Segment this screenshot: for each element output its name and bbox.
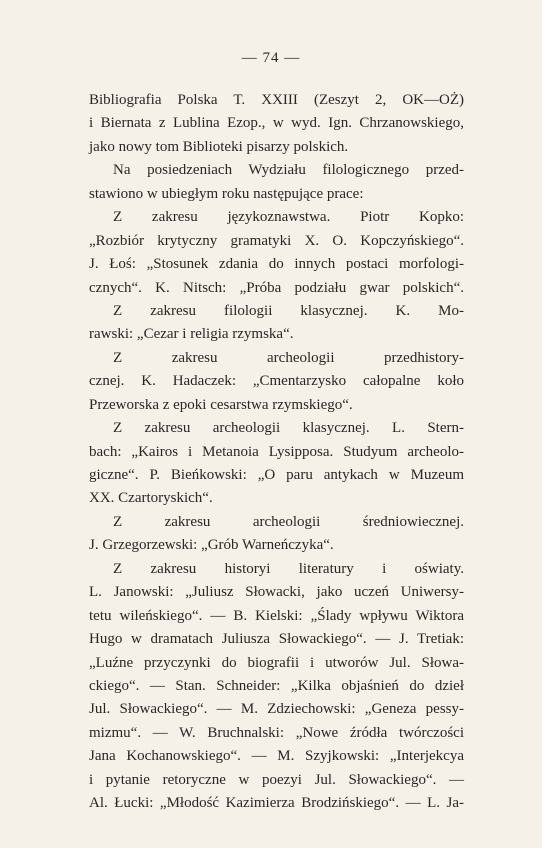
- body-text: [89, 89, 464, 816]
- text-line: i pytanie retoryczne w poezyi Jul. Słowackiego“. —: [89, 771, 464, 788]
- text-line: ckiego“. — Stan. Schneider: „Kilka objaśnień do dzieł: [89, 677, 464, 694]
- text-line: Z zakresu językoznawstwa. Piotr Kopko:: [113, 209, 464, 226]
- text-line: jako nowy tom Biblioteki pisarzy polskich.: [89, 138, 349, 155]
- text-line: „Rozbiór krytyczny gramatyki X. O. Kopczyńskiego“.: [89, 232, 464, 249]
- text-line: J. Grzegorzewski: „Grób Warneńczyka“.: [89, 537, 334, 554]
- text-line: „Luźne przyczynki do biografii i utworów Jul. Słowa-: [89, 654, 464, 671]
- text-line: L. Janowski: „Juliusz Słowacki, jako uczeń Uniwersy-: [89, 584, 464, 601]
- text-line: rawski: „Cezar i religia rzymska“.: [89, 326, 294, 343]
- text-line: Z zakresu archeologii przedhistory-: [113, 349, 464, 366]
- text-line: tetu wileńskiego“. — B. Kielski: „Ślady wpływu Wiktora: [89, 607, 464, 624]
- text-line: mizmu“. — W. Bruchnalski: „Nowe źródła twórczości: [89, 724, 464, 741]
- text-line: Jul. Słowackiego“. — M. Zdziechowski: „Geneza pessy-: [89, 701, 464, 718]
- text-line: Z zakresu historyi literatury i oświaty.: [113, 560, 464, 577]
- text-line: cznych“. K. Nitsch: „Próba podziału gwar polskich“.: [89, 279, 464, 296]
- text-line: Al. Łucki: „Młodość Kazimierza Brodzińskiego“. — L. Ja-: [89, 795, 464, 812]
- text-line: giczne“. P. Bieńkowski: „O paru antykach w Muzeum: [89, 467, 464, 483]
- text-line: Z zakresu archeologii klasycznej. L. Stern-: [113, 420, 464, 437]
- text-line: i Biernata z Lublina Ezop., w wyd. Ign. Chrzanowskiego,: [89, 115, 464, 132]
- text-line: stawiono w ubiegłym roku następujące prace:: [89, 185, 364, 202]
- text-line: Z zakresu filologii klasycznej. K. Mo-: [113, 302, 464, 319]
- text-line: Hugo w dramatach Juliusza Słowackiego“. — J. Tretiak:: [89, 631, 464, 648]
- text-line: bach: „Kairos i Metanoia Lysipposa. Studyum archeolo-: [89, 443, 464, 460]
- page-number: — 74 —: [241, 50, 301, 66]
- text-line: J. Łoś: „Stosunek zdania do innych postaci morfologi-: [89, 256, 464, 273]
- text-line: Bibliografia Polska T. XXIII (Zeszyt 2, OK—OŻ): [89, 92, 464, 108]
- text-line: Przeworska z epoki cesarstwa rzymskiego“.: [89, 396, 353, 413]
- text-line: Jana Kochanowskiego“. — M. Szyjkowski: „Interjekcya: [89, 748, 464, 765]
- text-line: cznej. K. Hadaczek: „Cmentarzysko całopalne koło: [89, 373, 464, 390]
- text-line: Na posiedzeniach Wydziału filologicznego przed-: [113, 162, 464, 179]
- text-line: XX. Czartoryskich“.: [89, 490, 213, 507]
- text-line: Z zakresu archeologii średniowiecznej.: [113, 513, 464, 530]
